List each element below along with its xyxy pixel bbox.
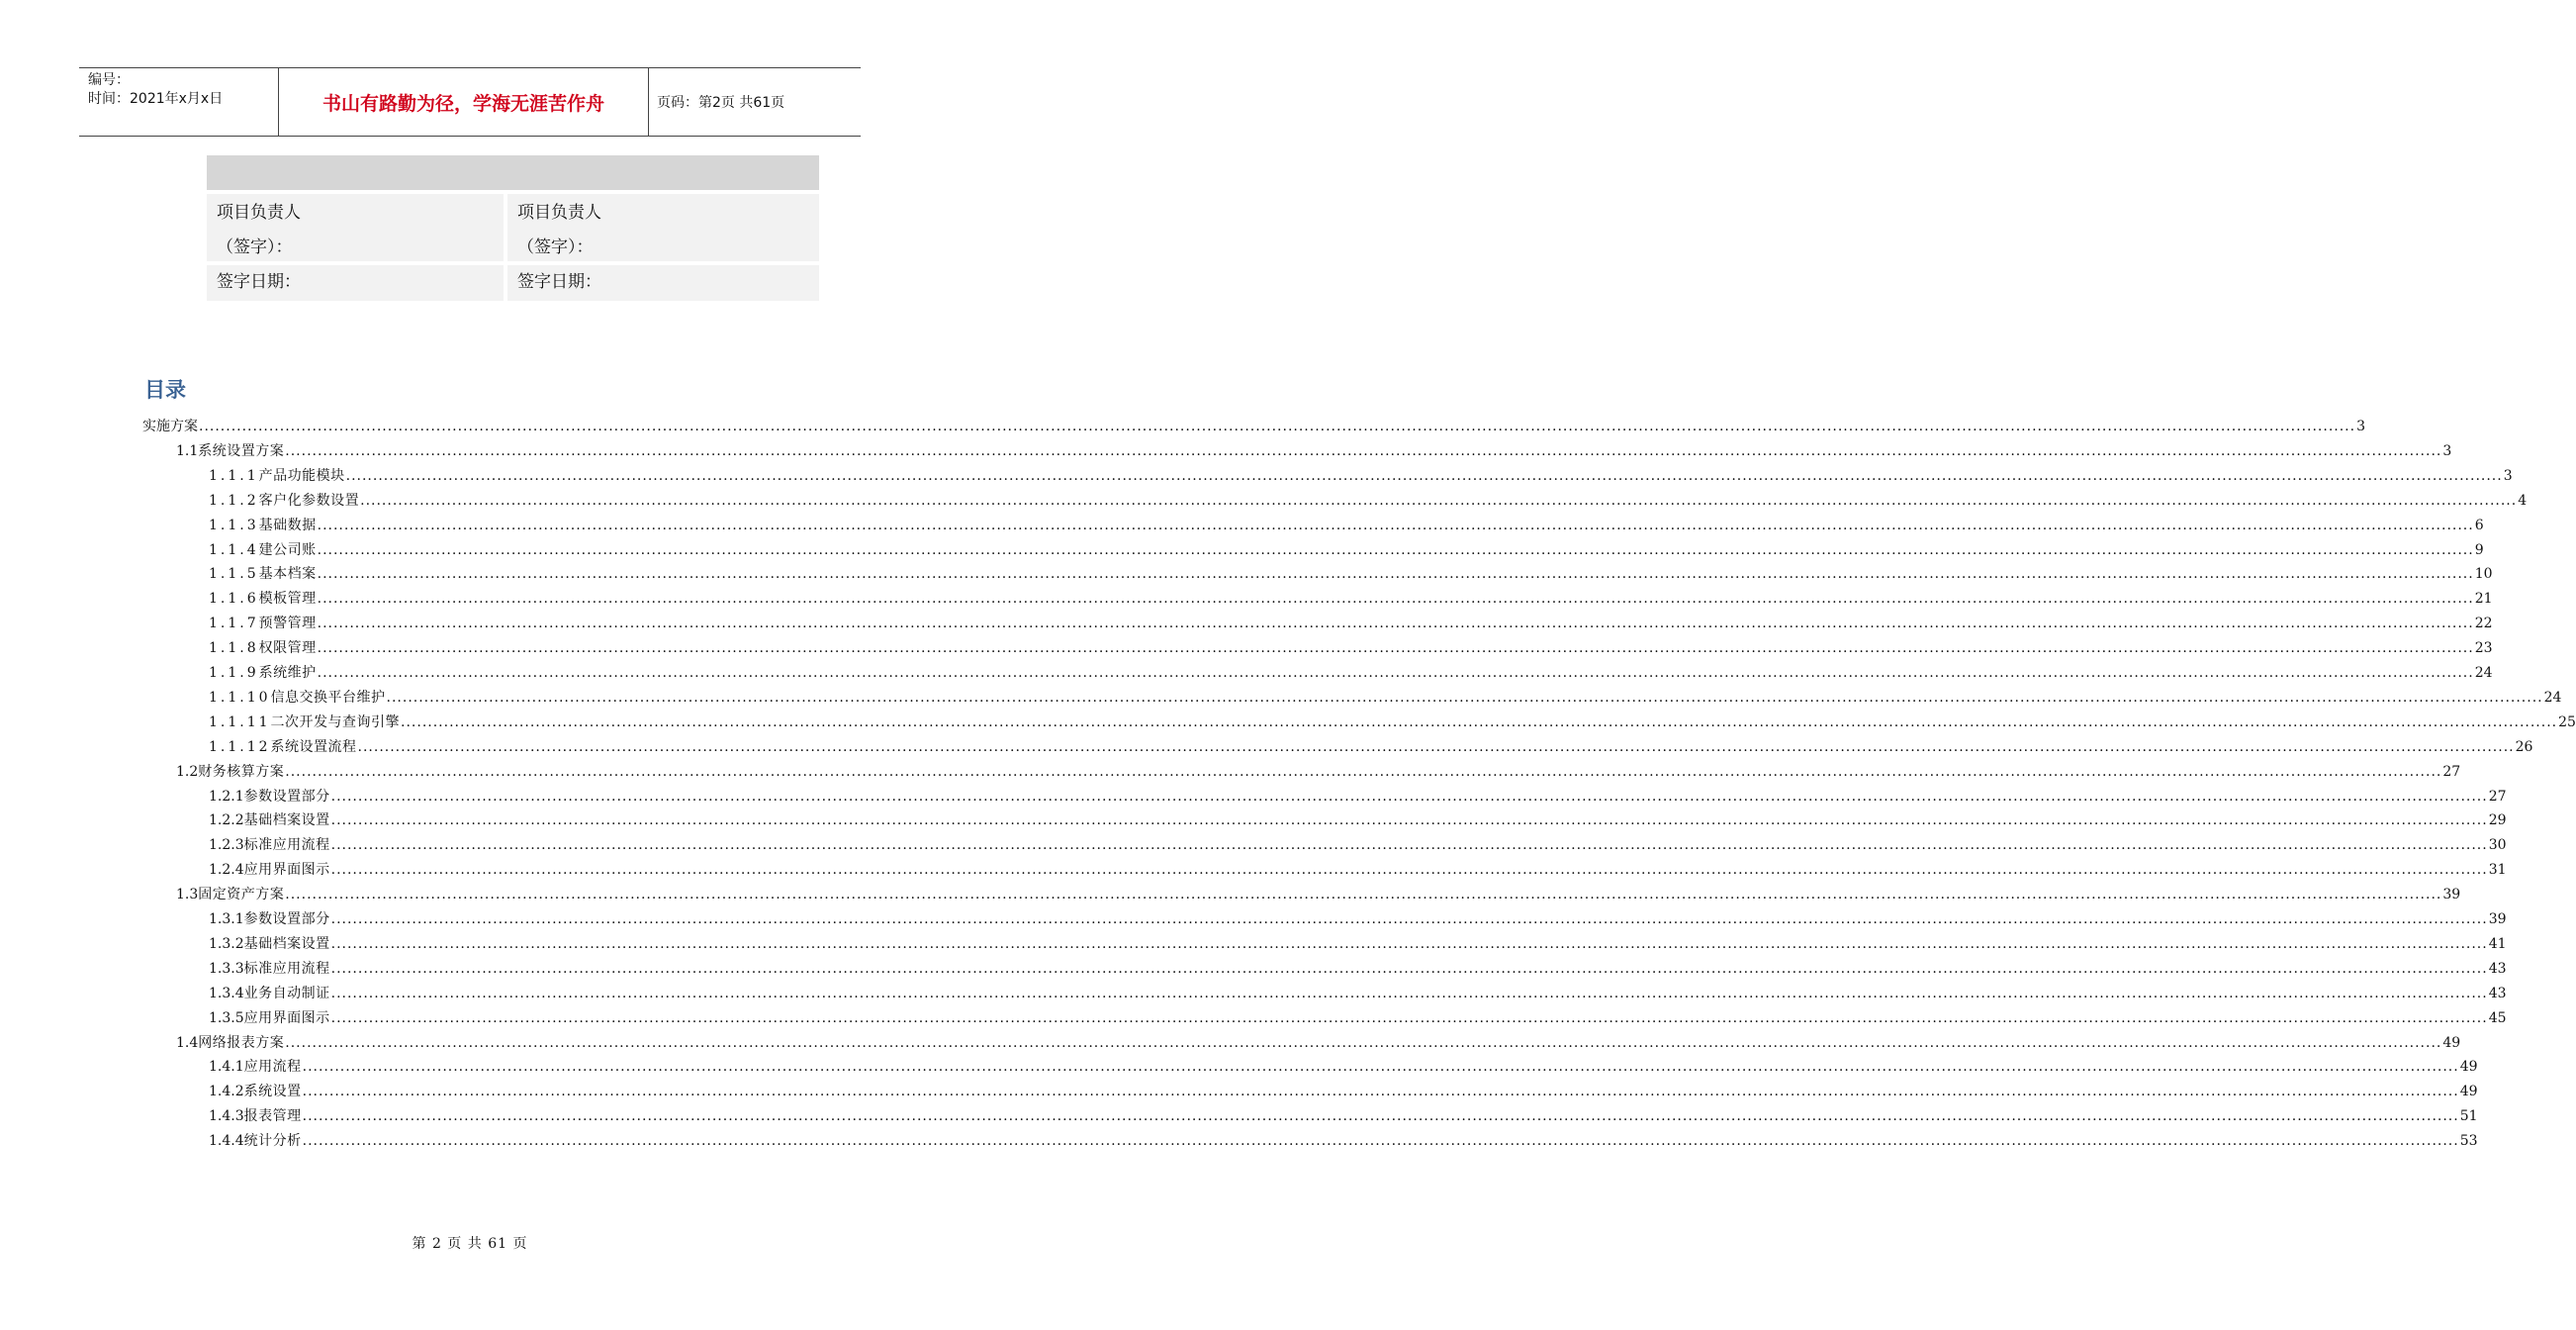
toc-entry-number: 1.2.4: [209, 862, 244, 879]
left-date-label: 签字日期：: [217, 272, 301, 292]
toc-entry-leader: ................................................................................................................................................................................................................................................................................................................................................................................................................: [285, 1034, 2442, 1051]
toc-entry-leader: ................................................................................................................................................................................................................................................................................................................................................................................................................: [317, 591, 2474, 608]
toc-entry-number: 1.1.11: [209, 713, 271, 730]
toc-entry-page: 41: [2488, 935, 2507, 952]
toc-entry-label: 报表管理: [243, 1108, 302, 1125]
toc-entry-number: 1.1.3: [209, 517, 259, 533]
toc-entry[interactable]: [209, 515, 2484, 539]
toc-entry[interactable]: [209, 539, 2484, 564]
toc-entry-leader: ................................................................................................................................................................................................................................................................................................................................................................................................................: [302, 1059, 2459, 1076]
toc-entry-label: 二次开发与查询引擎: [270, 713, 401, 730]
left-date-cell: [207, 265, 504, 301]
toc-entry-label: 应用界面图示: [243, 862, 330, 879]
toc-entry-page: 43: [2488, 960, 2507, 977]
toc-entry[interactable]: [176, 761, 2461, 786]
toc-entry[interactable]: [209, 490, 2528, 515]
toc-entry[interactable]: [209, 834, 2507, 859]
toc-entry[interactable]: [176, 1032, 2461, 1057]
toc-entry[interactable]: [209, 563, 2493, 588]
toc-entry-label: 基础数据: [258, 517, 317, 533]
toc-entry-leader: ................................................................................................................................................................................................................................................................................................................................................................................................................: [330, 911, 2488, 927]
toc-entry-number: 1.3.5: [209, 1009, 244, 1026]
toc-entry-label: 建公司账: [258, 541, 317, 558]
toc-entry[interactable]: [176, 884, 2461, 908]
toc-entry[interactable]: [142, 416, 2365, 440]
toc-entry-leader: ................................................................................................................................................................................................................................................................................................................................................................................................................: [317, 517, 2474, 533]
toc-entry-number: 1.2.2: [209, 812, 244, 829]
toc-entry[interactable]: [209, 908, 2507, 933]
toc-entry-label: 权限管理: [258, 640, 317, 657]
toc-entry-number: 1.1.5: [209, 566, 259, 583]
toc-entry-number: 1.1.12: [209, 738, 271, 755]
toc-entry-leader: ................................................................................................................................................................................................................................................................................................................................................................................................................: [302, 1108, 2459, 1125]
toc-entry-page: 23: [2474, 640, 2493, 657]
toc-entry-label: 参数设置部分: [243, 788, 330, 805]
toc-entry[interactable]: [209, 687, 2562, 712]
toc-entry[interactable]: [209, 613, 2493, 637]
toc-entry-page: 3: [2503, 467, 2513, 484]
toc-entry-number: 1.3.3: [209, 960, 244, 977]
toc-entry-number: 1.1: [176, 442, 199, 459]
toc-entry-number: 1.1.1: [209, 467, 259, 484]
toc-entry-label: 应用界面图示: [243, 1009, 330, 1026]
toc-entry[interactable]: [209, 786, 2507, 810]
toc-entry-page: 27: [2442, 763, 2461, 780]
toc-entry-label: 产品功能模块: [258, 467, 345, 484]
right-date-label: 签字日期：: [517, 272, 601, 292]
toc-entry-leader: ................................................................................................................................................................................................................................................................................................................................................................................................................: [285, 887, 2442, 903]
toc-entry-number: 1.1.7: [209, 616, 259, 632]
toc-entry-label: 统计分析: [243, 1133, 302, 1150]
page-footer: 第 2 页 共 61 页: [412, 1236, 528, 1252]
toc-entry-page: 39: [2442, 887, 2461, 903]
toc-entry-leader: ................................................................................................................................................................................................................................................................................................................................................................................................................: [330, 935, 2488, 952]
toc-entry-number: 1.1.10: [209, 689, 271, 706]
toc-entry-number: 1.1.8: [209, 640, 259, 657]
toc-entry-label: 模板管理: [258, 591, 317, 608]
toc-entry-label: 系统维护: [258, 665, 317, 681]
toc-entry-page: 30: [2488, 837, 2507, 854]
toc-entry-page: 24: [2474, 665, 2493, 681]
toc-entry-number: 1.3.1: [209, 911, 244, 927]
toc-entry-page: 22: [2474, 616, 2493, 632]
right-signer-label: 项目负责人: [517, 203, 601, 223]
toc-entry-number: 1.3: [176, 887, 199, 903]
toc-entry-leader: ................................................................................................................................................................................................................................................................................................................................................................................................................: [330, 862, 2488, 879]
toc-entry[interactable]: [209, 1081, 2478, 1105]
toc-entry-page: 4: [2518, 492, 2528, 509]
toc-entry-number: 1.1.2: [209, 492, 259, 509]
toc-entry-number: 1.2.1: [209, 788, 244, 805]
toc-entry-label: 客户化参数设置: [258, 492, 360, 509]
toc-entry-page: 29: [2488, 812, 2507, 829]
toc-entry-leader: ................................................................................................................................................................................................................................................................................................................................................................................................................: [317, 616, 2474, 632]
toc-entry-leader: ................................................................................................................................................................................................................................................................................................................................................................................................................: [386, 689, 2543, 706]
signature-table: [207, 155, 819, 301]
toc-entry-leader: ................................................................................................................................................................................................................................................................................................................................................................................................................: [317, 665, 2474, 681]
signature-table-header: [207, 155, 819, 190]
toc-entry-page: 53: [2459, 1133, 2478, 1150]
header-meta: [79, 68, 279, 136]
toc-entry[interactable]: [209, 1130, 2478, 1155]
toc-entry-page: 45: [2488, 1009, 2507, 1026]
toc-entry-label: 应用流程: [243, 1059, 302, 1076]
toc-entry-number: 1.2.3: [209, 837, 244, 854]
toc-entry-leader: ................................................................................................................................................................................................................................................................................................................................................................................................................: [285, 763, 2442, 780]
toc-entry-leader: ................................................................................................................................................................................................................................................................................................................................................................................................................: [317, 566, 2474, 583]
toc-entry-leader: ................................................................................................................................................................................................................................................................................................................................................................................................................: [317, 640, 2474, 657]
toc-entry-label: 标准应用流程: [243, 960, 330, 977]
toc-entry-leader: ................................................................................................................................................................................................................................................................................................................................................................................................................: [401, 713, 2558, 730]
toc-entry-label: 财务核算方案: [198, 763, 285, 780]
toc-entry-label: 参数设置部分: [243, 911, 330, 927]
toc-entry[interactable]: [209, 465, 2513, 490]
toc-entry-leader: ................................................................................................................................................................................................................................................................................................................................................................................................................: [302, 1133, 2459, 1150]
toc-entry-label: 系统设置方案: [198, 442, 285, 459]
toc-entry-leader: ................................................................................................................................................................................................................................................................................................................................................................................................................: [330, 1009, 2488, 1026]
toc-entry-number: 1.1.6: [209, 591, 259, 608]
toc-entry[interactable]: [176, 440, 2452, 465]
toc-entry-page: 9: [2474, 541, 2484, 558]
left-signer-cell: [207, 194, 504, 261]
toc-entry[interactable]: [209, 712, 2576, 736]
toc-entry[interactable]: [209, 662, 2493, 687]
toc-entry-leader: ................................................................................................................................................................................................................................................................................................................................................................................................................: [330, 960, 2488, 977]
toc-entry-leader: ................................................................................................................................................................................................................................................................................................................................................................................................................: [317, 541, 2474, 558]
toc-entry-label: 实施方案: [142, 419, 198, 434]
toc-entry-label: 基本档案: [258, 566, 317, 583]
toc-entry-leader: ................................................................................................................................................................................................................................................................................................................................................................................................................: [199, 419, 2356, 434]
toc-entry-label: 网络报表方案: [198, 1034, 285, 1051]
toc-entry-page: 25: [2558, 713, 2576, 730]
toc-entry-number: 1.3.4: [209, 985, 244, 1001]
toc-entry[interactable]: [209, 958, 2507, 983]
toc-entry-number: 1.4.3: [209, 1108, 244, 1125]
toc-entry-label: 标准应用流程: [243, 837, 330, 854]
toc-entry[interactable]: [209, 588, 2493, 613]
toc-entry-leader: ................................................................................................................................................................................................................................................................................................................................................................................................................: [330, 837, 2488, 854]
toc-entry-number: 1.3.2: [209, 935, 244, 952]
time-label: 时间：2021年x月x日: [88, 91, 224, 107]
left-signer-label: 项目负责人: [217, 203, 301, 223]
toc-title: 目录: [144, 378, 186, 402]
toc-entry-leader: ................................................................................................................................................................................................................................................................................................................................................................................................................: [360, 492, 2518, 509]
left-sign-label: （签字）：: [217, 238, 293, 257]
toc-entry-page: 27: [2488, 788, 2507, 805]
toc-entry-page: 3: [2442, 442, 2452, 459]
right-date-cell: [507, 265, 819, 301]
toc-entry-label: 基础档案设置: [243, 812, 330, 829]
right-signer-cell: [507, 194, 819, 261]
toc-entry-label: 固定资产方案: [198, 887, 285, 903]
number-label: 编号：: [88, 72, 130, 88]
page-header: [79, 67, 861, 137]
header-page-info: 页码：第2页 共61页: [657, 95, 785, 111]
toc-entry-label: 基础档案设置: [243, 935, 330, 952]
toc-entry-label: 信息交换平台维护: [270, 689, 386, 706]
toc-entry-number: 1.4: [176, 1034, 199, 1051]
toc-entry-page: 49: [2459, 1059, 2478, 1076]
toc-entry-page: 39: [2488, 911, 2507, 927]
toc-entry-page: 31: [2488, 862, 2507, 879]
toc-entry-number: 1.1.9: [209, 665, 259, 681]
toc-entry[interactable]: [209, 637, 2493, 662]
toc-entry-number: 1.4.4: [209, 1133, 244, 1150]
toc-entry-page: 49: [2459, 1084, 2478, 1100]
toc-entry[interactable]: [209, 736, 2533, 761]
toc-entry-page: 21: [2474, 591, 2493, 608]
toc-entry-label: 系统设置: [243, 1084, 302, 1100]
toc-entry-page: 49: [2442, 1034, 2461, 1051]
toc-entry-page: 3: [2356, 419, 2365, 434]
toc-entry[interactable]: [209, 983, 2507, 1007]
right-sign-label: （签字）：: [517, 238, 594, 257]
toc-entry-leader: ................................................................................................................................................................................................................................................................................................................................................................................................................: [345, 467, 2503, 484]
toc-entry-leader: ................................................................................................................................................................................................................................................................................................................................................................................................................: [330, 788, 2488, 805]
toc-entry-number: 1.4.2: [209, 1084, 244, 1100]
toc-entry[interactable]: [209, 1056, 2478, 1081]
toc-entry-page: 6: [2474, 517, 2484, 533]
toc-entry-leader: ................................................................................................................................................................................................................................................................................................................................................................................................................: [357, 738, 2515, 755]
toc-entry-leader: ................................................................................................................................................................................................................................................................................................................................................................................................................: [285, 442, 2442, 459]
toc-entry-label: 系统设置流程: [270, 738, 357, 755]
toc-entry[interactable]: [209, 809, 2507, 834]
toc-entry-page: 43: [2488, 985, 2507, 1001]
toc-entry-page: 51: [2459, 1108, 2478, 1125]
toc-entry[interactable]: [209, 933, 2507, 958]
toc-entry-page: 10: [2474, 566, 2493, 583]
toc-entry-number: 1.2: [176, 763, 199, 780]
toc-entry-number: 1.1.4: [209, 541, 259, 558]
toc-entry-leader: ................................................................................................................................................................................................................................................................................................................................................................................................................: [302, 1084, 2459, 1100]
toc-entry-number: 1.4.1: [209, 1059, 244, 1076]
toc-entry[interactable]: [209, 1105, 2478, 1130]
toc-entry-leader: ................................................................................................................................................................................................................................................................................................................................................................................................................: [330, 812, 2488, 829]
toc-entry[interactable]: [209, 859, 2507, 884]
toc-entry-label: 预警管理: [258, 616, 317, 632]
toc-entry-page: 26: [2515, 738, 2533, 755]
toc-entry-label: 业务自动制证: [243, 985, 330, 1001]
toc-entry[interactable]: [209, 1007, 2507, 1032]
toc-entry-page: 24: [2543, 689, 2562, 706]
header-motto: 书山有路勤为径，学海无涯苦作舟: [279, 68, 649, 136]
toc-entry-leader: ................................................................................................................................................................................................................................................................................................................................................................................................................: [330, 985, 2488, 1001]
